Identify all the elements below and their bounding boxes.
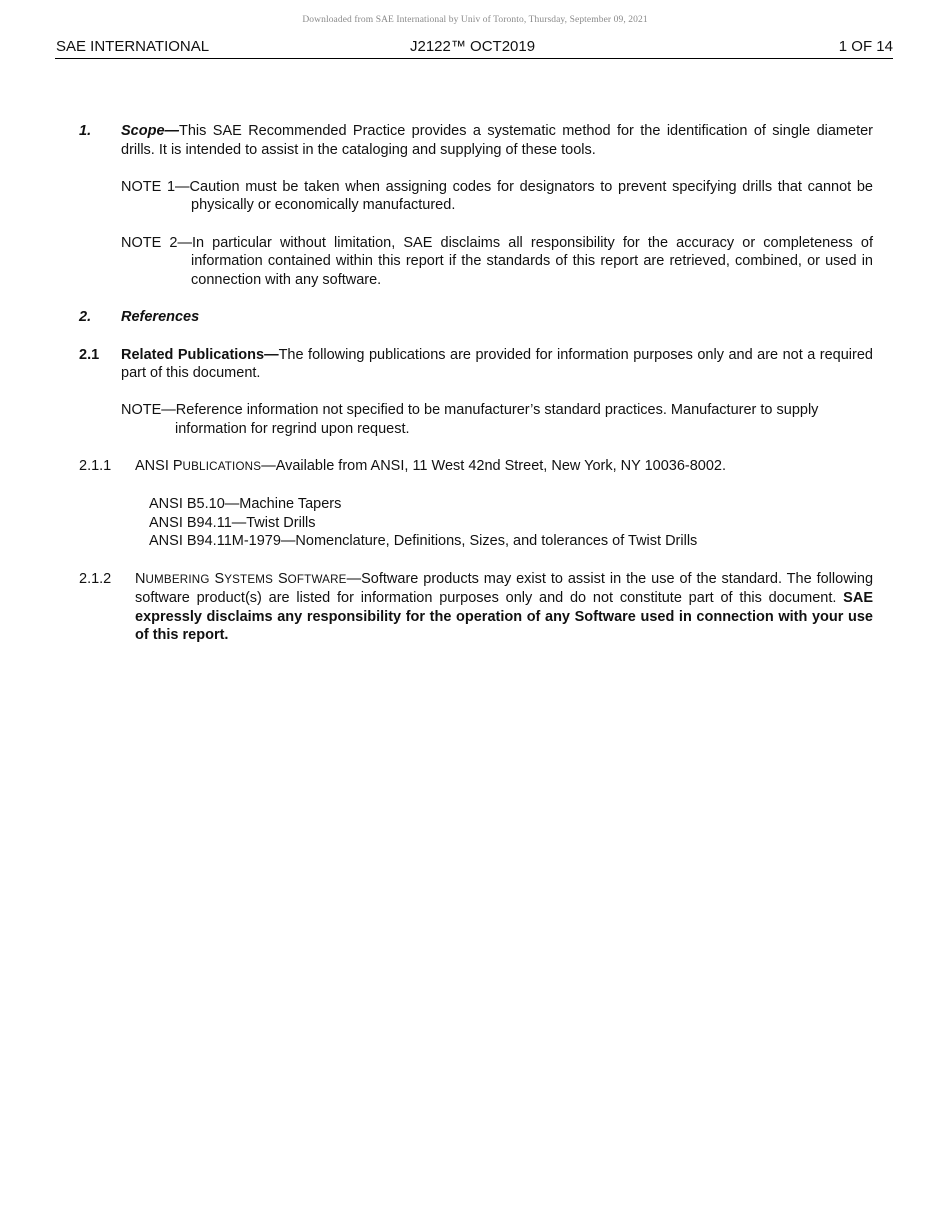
download-watermark: Downloaded from SAE International by Univ of Toronto, Thursday, September 09, 2021 <box>302 15 648 25</box>
reference-item: ANSI B5.10—Machine Tapers <box>149 496 342 513</box>
section-title: Scope— <box>121 123 180 139</box>
section-paragraph <box>79 122 873 159</box>
section-title-smallcaps: UMBERING <box>145 572 210 586</box>
section-text: This SAE Recommended Practice provides a systematic method for the identification of single diameter drills. It is intended to assist in the cataloging and supplying of these tools. <box>121 123 873 158</box>
section-numbering-systems-software <box>79 570 873 645</box>
section-title-smallcaps: UBLICATIONS <box>182 460 262 474</box>
section-text: —Available from ANSI, 11 West 42nd Street, New York, NY 10036-8002. <box>261 458 727 475</box>
section-title-smallcaps: OFTWARE <box>287 572 347 586</box>
section-title: S <box>209 570 225 587</box>
reference-list <box>79 495 873 551</box>
section-title: References <box>121 308 200 325</box>
section-number: 2.1 <box>79 346 100 363</box>
header-page-number: 1 OF 14 <box>838 38 893 55</box>
section-title: ANSI P <box>135 458 183 475</box>
reference-item: ANSI B94.11—Twist Drills <box>149 514 316 531</box>
section-number: 2. <box>79 308 92 325</box>
scope-note-1: NOTE 1—Caution must be taken when assigning codes for designators to prevent specifying drills that cannot be physically or economically manufactured. <box>121 178 873 214</box>
header-organization: SAE INTERNATIONAL <box>56 38 210 55</box>
reference-item: ANSI B94.11M-1979—Nomenclature, Definitions, Sizes, and tolerances of Twist Drills <box>149 533 698 550</box>
document-body <box>79 122 873 645</box>
section-related-publications <box>79 346 873 383</box>
related-publications-note: NOTE—Reference information not specified to be manufacturer’s standard practices. Manufacturer to supply information for regrind upon request. <box>121 402 819 437</box>
section-number: 1. <box>79 123 92 139</box>
section-text: The following publications are provided for information purposes only and are not a required part of this document. <box>121 346 873 382</box>
disclaimer-text: SAE expressly disclaims any responsibility for the operation of any Software used in connection with your use of this report. <box>135 590 873 644</box>
section-paragraph <box>79 346 873 383</box>
section-references <box>79 308 873 327</box>
header-document-id: J2122™ OCT2019 <box>410 38 536 55</box>
section-scope <box>79 122 873 159</box>
section-number: 2.1.1 <box>79 458 112 475</box>
section-title: N <box>135 570 146 587</box>
section-ansi-publications <box>79 457 873 477</box>
section-title: Related Publications— <box>121 346 279 363</box>
section-title: S <box>273 570 288 587</box>
section-paragraph <box>79 457 873 477</box>
scope-note-2: NOTE 2—In particular without limitation, SAE disclaims all responsibility for the accuracy or completeness of information contained within this report if the standards of this report are retrieved, combined, or used in connection with any software. <box>121 234 873 288</box>
section-title-smallcaps: YSTEMS <box>224 572 274 586</box>
section-number: 2.1.2 <box>79 570 112 587</box>
section-text: —Software products may exist to assist in the use of the standard. The following software product(s) are listed for information purposes only and do not constitute part of this document. <box>135 570 874 607</box>
section-paragraph <box>79 570 873 645</box>
page-header <box>55 38 893 59</box>
